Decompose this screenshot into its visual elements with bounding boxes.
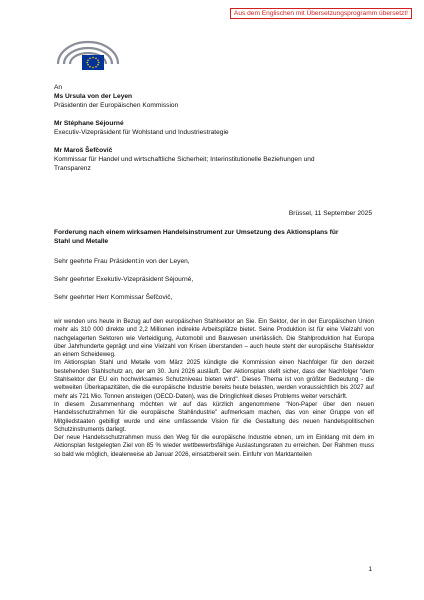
recipient-block: [54, 83, 374, 173]
salutation-3: Sehr geehrter Herr Kommissar Šefčovič,: [54, 294, 173, 301]
body-paragraph: Der neue Handelsschutzrahmen muss den Weg für die europäische Industrie ebnen, um im Einklang mit dem im Aktionsplan festgelegten Ziel von 85 % wieder wettbewerbsfähige Auslastungsraten zu erreichen. Der Rahmen muss so bald wie möglich, idealerweise ab Januar 2026, einsatzbereit sein. Einfuhr von Marktanteilen: [54, 434, 374, 458]
recipient-2-title: Executiv-Vizepräsident für Wohlstand und Industriestrategie: [54, 129, 229, 136]
body-paragraph: wir wenden uns heute in Bezug auf den europäischen Stahlsektor an Sie. Ein Sektor, der in der Europäischen Union mehr als 310 000 direkte und 2,2 Millionen indirekte Arbeitsplätze bietet. Seine Produktion ist für eine Vielzahl von nachgelagerten Sektoren wie Verteidigung, Automobil und Bauwesen unerlässlich. Die Stahlproduktion hat Europa über Jahrhunderte geprägt und eine Vielzahl von Krisen überstanden – auch heute steht der europäische Stahlsektor an einem Scheideweg.: [54, 318, 374, 359]
body-paragraph: Im Aktionsplan Stahl und Metalle vom März 2025 kündigte die Kommission einen Nachfolger für den derzeit bestehenden Stahlschutz an, der am 30. Juni 2026 ausläuft. Der Aktionsplan stellt sicher, dass der Nachfolger "dem Stahlsektor der EU ein hochwirksames Schutzniveau bieten wird". Dieses Thema ist von größter Bedeutung - die weltweiten Überkapazitäten, die die europäische Industrie bereits heute belasten, werden voraussichtlich bis 2027 auf mehr als 721 Mio. Tonnen ansteigen (OECD-Daten), was die Dringlichkeit dieses Problems weiter verschärft.: [54, 359, 374, 400]
recipient-3-title-cont: Transparenz: [54, 165, 91, 172]
letter-body: [54, 318, 374, 459]
recipient-3-title: Kommissar für Handel und wirtschaftliche Sicherheit; Interinstitutionelle Beziehungen und: [54, 156, 315, 163]
salutation-1: Sehr geehrte Frau Präsident:in von der Leyen,: [54, 258, 190, 265]
body-paragraph: In diesem Zusammenhang möchten wir auf das kürzlich angenommene "Non-Paper über den neuen Handelsschutzrahmen für die europäische Stahlindustrie" aufmerksam machen, das von einer Gruppe von elf Mitgliedstaaten gebilligt wurde und eine umfassende Vision für die Gestaltung des neuen handelspolitischen Schutzinstruments darlegt.: [54, 400, 374, 433]
letter-subject: [54, 228, 374, 246]
translation-notice: Aus dem Englischen mit Übersetzungsprogramm übersetzt!: [230, 8, 412, 19]
subject-line-2: Stahl und Metalle: [54, 238, 109, 245]
recipient-1-title: Präsidentin der Europäischen Kommission: [54, 102, 179, 109]
recipient-3-name: Mr Maroš Šefčovič: [54, 147, 113, 154]
page-number: 1: [368, 566, 372, 573]
letter-date: Brüssel, 11 September 2025: [288, 210, 372, 217]
recipient-intro: An: [54, 84, 63, 91]
european-parliament-logo: [54, 38, 122, 78]
recipient-2-name: Mr Stéphane Séjourné: [54, 120, 124, 127]
subject-line-1: Forderung nach einem wirksamen Handelsinstrument zur Umsetzung des Aktionsplans für: [54, 229, 339, 236]
recipient-1-name: Ms Ursula von der Leyen: [54, 93, 133, 100]
salutation-2: Sehr geehrter Exekutiv-Vizepräsident Séjourné,: [54, 276, 194, 283]
